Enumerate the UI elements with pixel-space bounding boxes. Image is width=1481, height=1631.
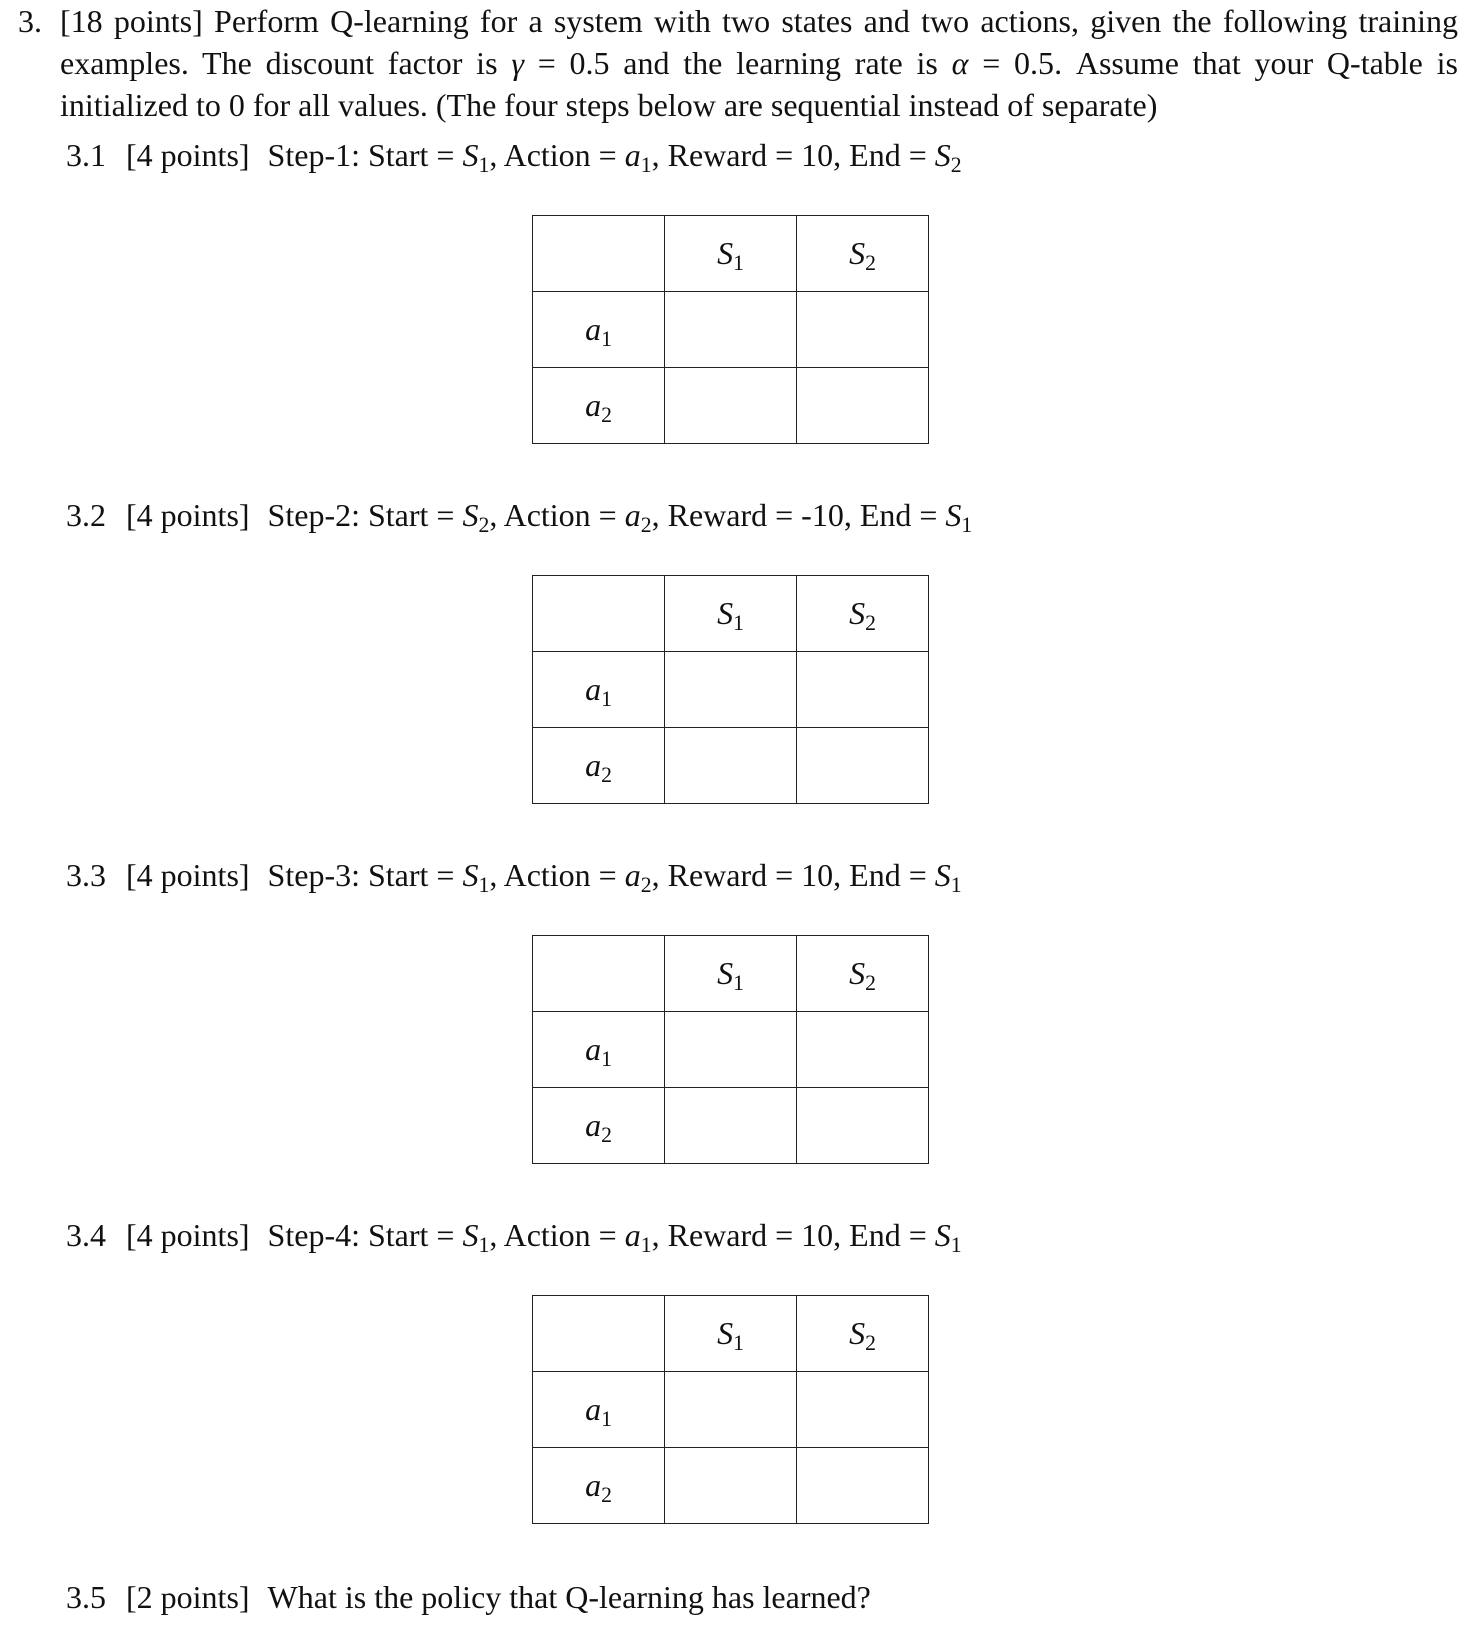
question-3 [18, 0, 1458, 126]
q-cell-a2-s2[interactable] [797, 368, 929, 444]
q-cell-a1-s1[interactable] [665, 1012, 797, 1088]
question-points: [18 points] [60, 3, 203, 39]
q-cell-a2-s2[interactable] [797, 728, 929, 804]
gamma-symbol: γ [511, 45, 524, 81]
row-header-a1: $a_1$ [533, 1012, 665, 1088]
q-cell-a1-s1[interactable] [665, 1372, 797, 1448]
step-1-prompt: 3.1 [4 points] Step-1: Start = $S_1$, Action = $a_1$, Reward = 10, End = $S_2$ [66, 137, 962, 178]
step-4-prompt: 3.4 [4 points] Step-4: Start = $S_1$, Action = $a_1$, Reward = 10, End = $S_1$ [66, 1217, 962, 1258]
col-header-s2: $S_2$ [797, 216, 929, 292]
col-header-s1: $S_1$ [665, 936, 797, 1012]
question-text: [18 points] Perform Q-learning for a system with two states and two actions, given the following training examples. The discount factor is γ = 0.5 and the learning rate is α = 0.5. Assume that your Q-table is initialized to 0 for all values. (The four steps below are sequential instead of separate) [60, 3, 1459, 123]
col-header-s1: $S_1$ [665, 1296, 797, 1372]
row-header-a2: $a_2$ [533, 728, 665, 804]
row-header-a2: $a_2$ [533, 1448, 665, 1524]
row-header-a2: $a_2$ [533, 1088, 665, 1164]
col-header-s1: $S_1$ [665, 576, 797, 652]
q-cell-a1-s2[interactable] [797, 292, 929, 368]
q-table-step-2 [532, 575, 929, 804]
alpha-value: = 0.5 [968, 45, 1055, 81]
question-number: 3. [18, 3, 42, 39]
row-header-a2: $a_2$ [533, 368, 665, 444]
q-cell-a1-s2[interactable] [797, 1012, 929, 1088]
alpha-symbol: α [951, 45, 969, 81]
col-header-s2: $S_2$ [797, 576, 929, 652]
q-cell-a1-s2[interactable] [797, 652, 929, 728]
gamma-value: = 0.5 [523, 45, 610, 81]
q-cell-a2-s1[interactable] [665, 368, 797, 444]
row-header-a1: $a_1$ [533, 652, 665, 728]
q-cell-a1-s1[interactable] [665, 292, 797, 368]
q-table-step-1 [532, 215, 929, 444]
q-cell-a2-s1[interactable] [665, 1088, 797, 1164]
corner-cell [533, 1296, 665, 1372]
q-cell-a2-s2[interactable] [797, 1448, 929, 1524]
q-table-step-4 [532, 1295, 929, 1524]
q-cell-a1-s2[interactable] [797, 1372, 929, 1448]
corner-cell [533, 576, 665, 652]
col-header-s2: $S_2$ [797, 1296, 929, 1372]
q-cell-a2-s1[interactable] [665, 728, 797, 804]
q-cell-a2-s1[interactable] [665, 1448, 797, 1524]
row-header-a1: $a_1$ [533, 1372, 665, 1448]
row-header-a1: $a_1$ [533, 292, 665, 368]
corner-cell [533, 936, 665, 1012]
policy-question: 3.5 [2 points] What is the policy that Q-learning has learned? [66, 1579, 871, 1615]
q-cell-a2-s2[interactable] [797, 1088, 929, 1164]
step-3-prompt: 3.3 [4 points] Step-3: Start = $S_1$, Action = $a_2$, Reward = 10, End = $S_1$ [66, 857, 962, 898]
q-table-step-3 [532, 935, 929, 1164]
corner-cell [533, 216, 665, 292]
col-header-s2: $S_2$ [797, 936, 929, 1012]
step-2-prompt: 3.2 [4 points] Step-2: Start = $S_2$, Action = $a_2$, Reward = -10, End = $S_1$ [66, 497, 973, 538]
col-header-s1: $S_1$ [665, 216, 797, 292]
q-cell-a1-s1[interactable] [665, 652, 797, 728]
